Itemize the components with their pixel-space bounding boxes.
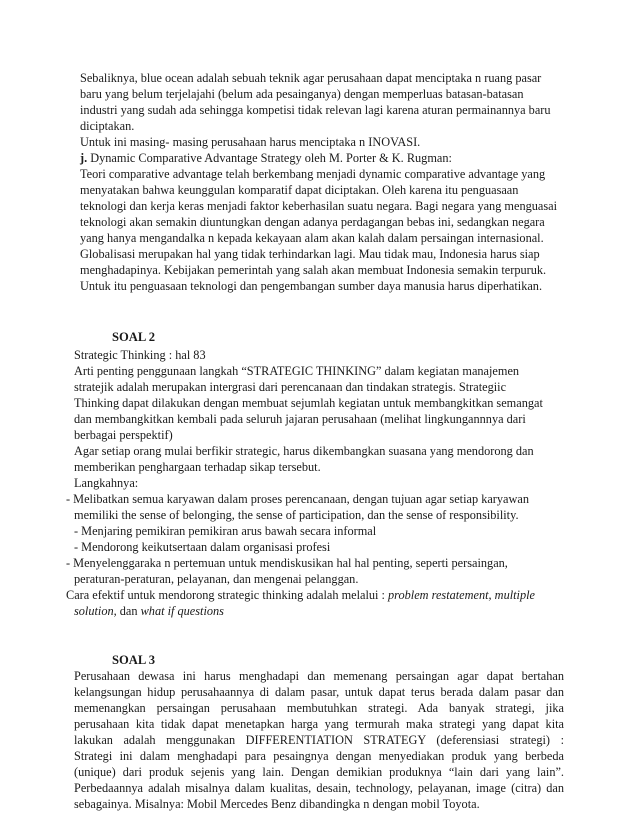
soal3-line-9: sebagainya. Misalnya: Mobil Mercedes Benz dibandingka n dengan mobil Toyota. — [74, 797, 480, 811]
soal2-heading: SOAL 2 — [112, 330, 156, 344]
para1-line-3: industri yang sudah ada sehingga kompetisi tidak relevan lagi karena aturan permainannya baru — [80, 103, 551, 117]
cara-prefix: Cara efektif untuk mendorong strategic thinking adalah melalui : — [66, 588, 389, 602]
cara-method-1: problem restatement, multiple — [388, 588, 535, 602]
soal2-step-3: - Mendorong keikutsertaan dalam organisasi profesi — [74, 540, 331, 554]
dynamic-line-6: Globalisasi merupakan hal yang tidak terhindarkan lagi. Mau tidak mau, Indonesia harus siap — [80, 247, 540, 261]
dynamic-title-line — [80, 150, 452, 166]
soal2-line-5: berbagai perspektif) — [74, 428, 173, 442]
soal3-heading: SOAL 3 — [112, 653, 156, 667]
soal2-step-1: - Melibatkan semua karyawan dalam proses perencanaan, dengan tujuan agar setiap karyawan — [66, 492, 529, 506]
dynamic-line-3: teknologi dan kerja keras menjadi faktor keberhasilan suatu negara. Bagi negara yang menguasai — [80, 199, 558, 213]
dynamic-title: Dynamic Comparative Advantage Strategy oleh M. Porter & K. Rugman: — [87, 151, 452, 165]
soal2-step-4: - Menyelenggaraka n pertemuan untuk mendiskusikan hal hal penting, seperti persaingan, — [66, 556, 508, 570]
para1-line-5: Untuk ini masing- masing perusahaan harus menciptaka n INOVASI. — [80, 135, 421, 149]
para1-line-2: baru yang belum terjelajahi (belum ada pesainganya) dengan memperluas batasan-batasan — [80, 87, 524, 101]
soal2-line-3: Thinking dapat dilakukan dengan membuat sejumlah kegiatan untuk membangkitkan semangat — [74, 396, 543, 410]
cara-conjunction: dan — [116, 604, 141, 618]
para1-line-1: Sebaliknya, blue ocean adalah sebuah teknik agar perusahaan dapat menciptaka n ruang pasar — [80, 71, 542, 85]
soal2-line-1: Arti penting penggunaan langkah “STRATEGIC THINKING” dalam kegiatan manajemen — [74, 364, 520, 378]
dynamic-line-1: Teori comparative advantage telah berkembang menjadi dynamic comparative advantage yang — [80, 167, 546, 181]
soal2-step-1-cont: memiliki the sense of belonging, the sense of participation, dan the sense of responsibility. — [74, 508, 519, 522]
soal3-line-7: (unique) dari produk sejenis yang lain. Dengan demikian produknya “lain dari yang lain”. — [74, 765, 564, 779]
dynamic-line-8: Untuk itu penguasaan teknologi dan pengembangan sumber daya manusia harus diperhatikan. — [80, 279, 543, 293]
cara-method-2: solution, — [74, 604, 117, 618]
soal2-line-7: memberikan penghargaan terhadap sikap tersebut. — [74, 460, 321, 474]
dynamic-line-5: yang hanya mengandalka n kepada kekayaan alam akan kalah dalam persaingan internasional. — [80, 231, 544, 245]
soal3-line-4: perusahaan kita tidak dapat menetapkan harga yang termurah maka strategi yang dapat kita — [74, 717, 564, 731]
item-label: j. — [80, 151, 88, 165]
soal2-line-6: Agar setiap orang mulai berfikir strategic, harus dikembangkan suasana yang mendorong dan — [74, 444, 534, 458]
soal2-reference: Strategic Thinking : hal 83 — [74, 348, 206, 362]
soal2-step-2: - Menjaring pemikiran pemikiran arus bawah secara informal — [74, 524, 377, 538]
dynamic-line-4: teknologi akan semakin diuntungkan dengan adanya perdagangan bebas ini, sedangkan negara — [80, 215, 545, 229]
soal3-line-3: memenangkan persaingan perusahaan membutuhkan strategi. Ada banyak strategi, jika — [74, 701, 564, 715]
soal2-line-8: Langkahnya: — [74, 476, 139, 490]
para1-line-4: diciptakan. — [80, 119, 135, 133]
soal3-line-6: Strategi ini dalam menghadapi para pesaingnya dengan menyediakan produk yang berbeda — [74, 749, 564, 763]
soal3-line-8: Perbedaannya adalah misalnya dalam kualitas, desain, technology, pelayanan, image (citra) dan — [74, 781, 564, 795]
soal3-line-1: Perusahaan dewasa ini harus menghadapi dan memenang persaingan agar dapat bertahan — [74, 669, 564, 683]
cara-method-3: what if questions — [140, 604, 224, 618]
dynamic-line-2: menyatakan bahwa keunggulan komparatif dapat diciptakan. Oleh karena itu penguasaan — [80, 183, 519, 197]
soal2-step-4-cont: peraturan-peraturan, pelayanan, dan mengenai pelanggan. — [74, 572, 359, 586]
soal3-line-5: lakukan adalah menggunakan DIFFERENTIATION STRATEGY (deferensiasi strategi) : — [74, 733, 564, 747]
dynamic-line-7: menghadapinya. Kebijakan pemerintah yang salah akan membuat Indonesia semakin terpuruk. — [80, 263, 547, 277]
soal3-line-2: kelangsungan hidup perusahaannya di dalam pasar, untuk dapat terus berada dalam pasar dan — [74, 685, 564, 699]
soal2-cara-line — [66, 587, 535, 603]
soal2-line-4: dan membangkitkan kembali pada seluruh jajaran perusahaan (melihat lingkungannnya dari — [74, 412, 526, 426]
soal2-line-2: stratejik adalah merupakan intergrasi dari perencanaan dan tindakan strategis. Strategiic — [74, 380, 507, 394]
soal2-cara-line-2 — [74, 603, 224, 619]
